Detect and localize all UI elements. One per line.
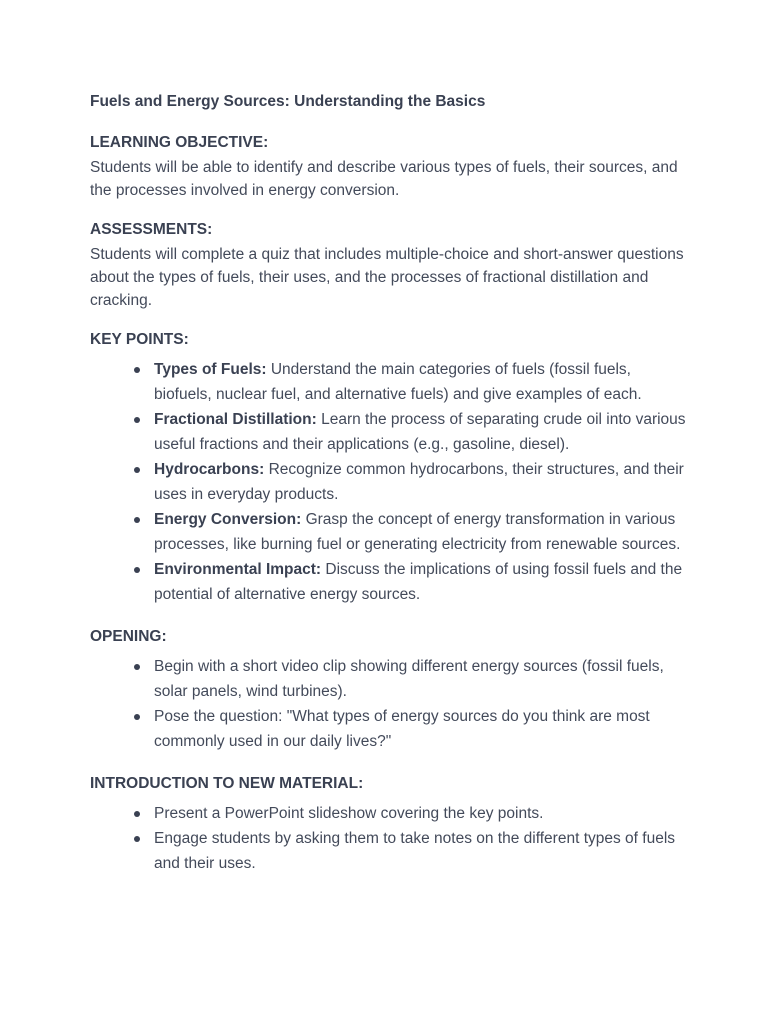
learning-objective-heading: LEARNING OBJECTIVE:	[90, 134, 269, 151]
bullet-icon	[134, 714, 140, 720]
list-item	[90, 826, 690, 876]
key-point-term: Environmental Impact:	[154, 561, 322, 578]
opening-list	[90, 654, 690, 754]
bullet-icon	[134, 836, 140, 842]
key-point-text: Recognize common hydrocarbons, their structures, and their uses in everyday products.	[154, 461, 684, 503]
key-points-heading: KEY POINTS:	[90, 331, 189, 348]
opening-item-text: Pose the question: "What types of energy sources do you think are most commonly used in our daily lives?"	[154, 708, 650, 750]
introduction-item-text: Present a PowerPoint slideshow covering the key points.	[154, 805, 544, 822]
list-item	[90, 654, 690, 704]
assessments-section	[90, 220, 690, 312]
list-item	[90, 704, 690, 754]
opening-section	[90, 627, 690, 754]
key-point-text: Learn the process of separating crude oil into various useful fractions and their applications (e.g., gasoline, diesel).	[154, 411, 686, 453]
bullet-icon	[134, 811, 140, 817]
introduction-section	[90, 774, 690, 876]
document-page	[90, 92, 690, 894]
opening-heading: OPENING:	[90, 628, 167, 645]
bullet-icon	[134, 367, 140, 373]
key-point-term: Types of Fuels:	[154, 361, 267, 378]
bullet-icon	[134, 417, 140, 423]
key-point-text: Understand the main categories of fuels (fossil fuels, biofuels, nuclear fuel, and alternative fuels) and give examples of each.	[154, 361, 642, 403]
bullet-icon	[134, 664, 140, 670]
bullet-icon	[134, 517, 140, 523]
key-point-term: Hydrocarbons:	[154, 461, 265, 478]
key-point-text: Discuss the implications of using fossil fuels and the potential of alternative energy sources.	[154, 561, 683, 603]
learning-objective-section	[90, 133, 690, 202]
introduction-item-text: Engage students by asking them to take notes on the different types of fuels and their uses.	[154, 830, 676, 872]
introduction-list	[90, 801, 690, 876]
list-item	[90, 357, 690, 407]
key-points-section	[90, 330, 690, 607]
learning-objective-text: Students will be able to identify and describe various types of fuels, their sources, and the processes involved in energy conversion.	[90, 159, 678, 199]
opening-item-text: Begin with a short video clip showing different energy sources (fossil fuels, solar panels, wind turbines).	[154, 658, 664, 700]
key-points-list	[90, 357, 690, 607]
introduction-heading: INTRODUCTION TO NEW MATERIAL:	[90, 775, 364, 792]
assessments-heading: ASSESSMENTS:	[90, 221, 213, 238]
list-item	[90, 557, 690, 607]
key-point-term: Fractional Distillation:	[154, 411, 317, 428]
list-item	[90, 801, 690, 826]
bullet-icon	[134, 467, 140, 473]
document-title: Fuels and Energy Sources: Understanding the Basics	[90, 93, 486, 110]
list-item	[90, 407, 690, 457]
list-item	[90, 507, 690, 557]
key-point-text: Grasp the concept of energy transformation in various processes, like burning fuel or generating electricity from renewable sources.	[154, 511, 681, 553]
assessments-text: Students will complete a quiz that includes multiple-choice and short-answer questions about the types of fuels, their uses, and the processes of fractional distillation and cracking.	[90, 246, 684, 309]
key-point-term: Energy Conversion:	[154, 511, 302, 528]
list-item	[90, 457, 690, 507]
bullet-icon	[134, 567, 140, 573]
